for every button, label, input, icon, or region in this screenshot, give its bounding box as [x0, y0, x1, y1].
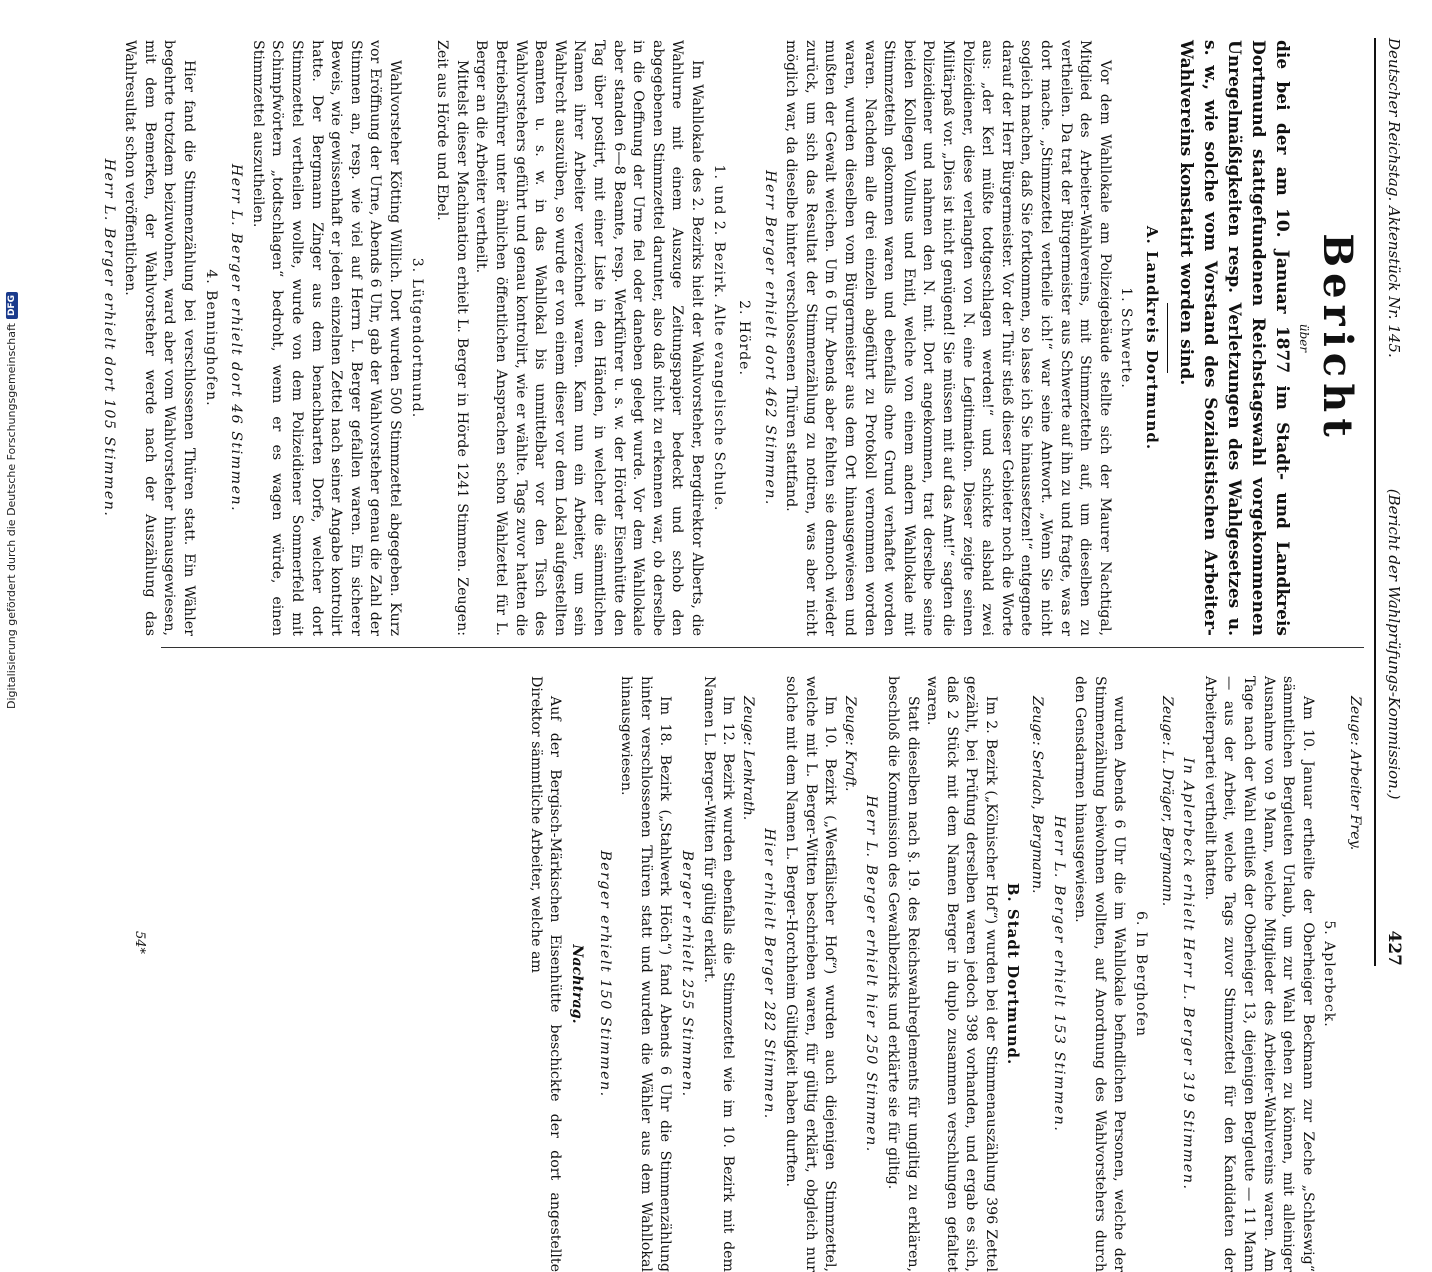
paragraph: Statt dieselben nach §. 19. des Reichswahlreglements für ungiltig zu erklären, beschloß die Kommission des Gewahlbezirks und erklärte sie für giltig.: [884, 676, 921, 1272]
document-page: [100, 22, 1416, 1272]
paragraph: wurden Abends 6 Uhr die im Wahllokale befindlichen Personen, welche der Stimmenzählung beiwohnen wollten, auf Anordnung des Wahlvorstehers durch den Gensdarmen hinausgewiesen.: [1072, 676, 1128, 1272]
witness-line: Zeuge: Kraft.: [841, 696, 858, 792]
vote-result: In Aplerbeck erhielt Herr L. Berger 319 Stimmen.: [1180, 757, 1197, 1191]
document-title: Bericht: [1314, 233, 1361, 443]
paragraph: Auf der Bergisch-Märkischen Eisenhütte beschickte der dort angestellte Direktor sämmtliche Arbeiter, welche am: [527, 676, 564, 1272]
subsection-heading: 2. Hörde.: [736, 300, 753, 376]
subsection-heading: 4. Benninghofen.: [202, 269, 219, 407]
subsection-heading: 6. In Berghofen: [1133, 911, 1150, 1037]
dfg-logo: DFG: [5, 292, 17, 319]
signature-mark: 54*: [131, 930, 147, 954]
column-divider: [161, 647, 1364, 648]
watermark-text: Digitalisierung gefördert durch die Deutsche Forschungsgemeinschaft: [4, 322, 18, 709]
section-heading: A. Landkreis Dortmund.: [1143, 225, 1161, 451]
paragraph: Im Wahllokale des 2. Bezirks hielt der Wahlvorsteher, Bergdirektor Alberts, die Wahlurne mit einem Auszuge Zeitungspapier bedeckt und schob den abgegebenen Stimmzettel darunter, also daß nicht zu erkennen war, ob derselbe in die Oeffnung der Urne fiel oder daneben gelegt wurde. Vor dem Wahllokale aber standen 6—8 Beamte, resp. Werkführer u. s. w. der Hörder Eisenhütte den Tag über postirt, mit einer Liste in den Händen, in welcher die sämmtlichen Namen ihrer Arbeiter verzeichnet waren. Kam nun ein Arbeiter, um sein Wahlrecht auszuüben, so wurde er von einem dieser vor dem Lokal aufgestellten Beamten u. s. w. in das Wahllokal bis unmittelbar vor den Tisch des Wahlvorstehers geführt und genau kontrolirt, wie er wählte. Tags zuvor hatten die Betriebsführer unter ähnlichen öffentlichen Ansprachen schon Wahlzettel für L. Berger an die Arbeiter vertheilt.: [473, 40, 705, 636]
header-rule: [1374, 38, 1376, 966]
page-number: 427: [1383, 930, 1404, 966]
subsection-heading: 3. Lütgendortmund.: [408, 257, 425, 419]
vote-result: Herr L. Berger erhielt 153 Stimmen.: [1050, 815, 1067, 1133]
text-column-left: [100, 40, 1364, 636]
subsection-heading: 5. Aplerbeck.: [1321, 920, 1338, 1028]
paragraph: Im 18. Bezirk („Stahlwerk Höch“) fand Abends 6 Uhr die Stimmenzählung hinter verschlossenen Thüren statt und wurden die Wähler aus dem Wahllokal hinausgewiesen.: [618, 676, 674, 1272]
paragraph: Hier fand die Stimmenzählung bei verschlossenen Thüren statt. Ein Wähler begehrte trotzdem beizuwohnen, ward aber vom Wahlvorsteher hinausgewiesen, mit dem Bemerken, der Wahlvorsteher werde nach der Auszählung das Wahlresultat schon veröffentlichen.: [122, 40, 198, 636]
paragraph: Im 10. Bezirk („Westfälischer Hof“) wurden auch diejenigen Stimmzettel, welche mit L. Berger-Witten beschrieben waren, für gültig erklärt, obgleich nur solche mit dem Namen L. Berger-Horchheim Gültigkeit haben durften.: [782, 676, 839, 1272]
paragraph: Im 2. Bezirk („Kölnischer Hof“) wurden bei der Stimmenauszählung 396 Zettel gezählt, bei Prüfung derselben waren jedoch 398 vorhanden, und ergab es sich, daß 2 Stück mit dem Namen Berger in duplo zusammen verschlungen gefaltet waren.: [924, 676, 999, 1272]
witness-line: Zeuge: L. Dräger, Bergmann.: [1158, 696, 1175, 907]
subsection-heading: 1. Schwerte.: [1118, 287, 1135, 389]
vote-result: Herr L. Berger erhielt dort 105 Stimmen.: [100, 158, 117, 518]
text-column-right: [149, 676, 1364, 1272]
paragraph: Mittelst dieser Machination erhielt L. Berger in Hörde 1241 Stimmen. Zeugen: Zeit aus Hörde und Ebel.: [434, 40, 470, 636]
witness-line: Zeuge: Lenkrath.: [739, 696, 756, 821]
vote-result: Berger erhielt 255 Stimmen.: [679, 850, 695, 1098]
subsection-heading: 1. und 2. Bezirk. Alte evangelische Schule.: [710, 164, 727, 512]
paragraph: Am 10. Januar ertheilte der Oberheiger Beckmann zur Zeche „Schleswig“ sämmtlichen Bergleuten Urlaub, um zur Wahl gehen zu können, mit alleiniger Ausnahme von 9 Mann, welche Mitglieder des Arbeiter-Wahlvereins waren. Am Tage nach der Wahl entließ der Oberheiger 13, diejenigen Bergleute — 11 Mann — aus der Arbeit, welche Tags zuvor Stimmzettel für den Kandidaten der Arbeiterpartei vertheilt hatten.: [1201, 676, 1316, 1272]
vote-result: Herr L. Berger erhielt dort 46 Stimmen.: [228, 163, 245, 513]
witness-line: Zeuge: Arbeiter Frey.: [1347, 696, 1363, 851]
vote-result: Herr Berger erhielt dort 462 Stimmen.: [761, 170, 778, 506]
vote-result: Herr L. Berger erhielt hier 250 Stimmen.: [863, 795, 880, 1153]
witness-line: Zeuge: Serlach, Bergmann.: [1029, 696, 1046, 894]
title-rule: [1167, 303, 1168, 373]
running-head-center: (Bericht der Wahlprüfungs-Kommission.): [1384, 488, 1403, 800]
paragraph: Vor dem Wahllokale am Polizeigebäude stellte sich der Maurer Nachtigal, Mitglied des Arbeiter-Wahlvereins, mit Stimmzetteln auf, um dieselben zu vertheilen. Da trat der Bürgermeister aus Schwerte auf ihn zu und fragte, was er dort mache. „Stimmzettel vertheile ich!“ war seine Antwort. „Wenn Sie nicht sogleich machen, daß Sie fortkommen, so lasse ich Sie hinaussetzen!“ entgegnete darauf der Herr Bürgermeister. Vor der Thür stieß dieser Gebieter noch die Worte aus: „der Kerl müßte todtgeschlagen werden!“ und schickte alsbald zwei Polizeidiener, diese verlangten von N. eine Legitimation. Dieser zeigte seinen Militärpaß vor. „Dies ist nicht genügend! Sie müssen mit auf das Amt!“ sagten die Polizeidiener und nahmen den N. mit. Dort angekommen, trat derselbe seine beiden Kollegen Vollnus und Enitl, welche von einem andern Wahllokale mit Stimmzetteln gekommen waren und ebenfalls ohne Grund verhaftet worden waren. Nachdem alle drei einzeln abgeführt zu Protokoll vernommen worden waren, wurden dieselben vom Bürgermeister aus dem Ort hinausgewiesen und mußten der Gewalt weichen. Um 6 Uhr Abends aber fehlten sie dennoch wieder zurück, um sich das Resultat der Stimmenzählung zu notiren, was aber nicht möglich war, da dieselbe hinter verschlossenen Thüren stattfand.: [783, 40, 1113, 636]
nachtrag-heading: Nachtrag.: [569, 944, 586, 1024]
paragraph: Im 12. Bezirk wurden ebenfalls die Stimmzettel wie im 10. Bezirk mit dem Namen L. Berger-Witten für gültig erklärt.: [700, 676, 737, 1272]
dfg-watermark: [0, 0, 22, 1000]
section-heading: B. Stadt Dortmund.: [1004, 882, 1023, 1066]
running-head: [1380, 38, 1406, 966]
vote-result: Hier erhielt Berger 282 Stimmen.: [761, 828, 778, 1120]
running-head-left: Deutscher Reichstag. Aktenstück Nr. 145.: [1384, 38, 1403, 358]
title-intro: die bei der am 10. Januar 1877 im Stadt- und Landkreis Dortmund stattgefundenen Reichstagswahl vorgekommenen Unregelmäßigkeiten resp. Verletzungen des Wahlgesetzes u. s. w., wie solche vom Vorstand des Sozialistischen Arbeiter-Wahlvereins konstatirt worden sind.: [1176, 40, 1292, 636]
paragraph: Wahlvorsteher Kötting Willich. Dort wurden 500 Stimmzettel abgegeben. Kurz vor Eröffnung der Urne, Abends 6 Uhr, gab der Wahlvorsteher genau die Zahl der Stimmen an, resp. wie viel auf Herrn L. Berger gefallen waren. Ein sicherer Beweis, wie gewissenhaft er jeden einzelnen Zettel nach seiner Angabe kontrolirt hatte. Der Bergmann Zinger aus dem benachbarten Dorfe, welcher dort Stimmzettel vertheilen wollte, wurde von dem Polizeidiener Sommerfeld mit Schimpfwörtern „todtschlagen“ bedroht, wenn er es wagen würde, einen Stimmzettel auszutheilen.: [249, 40, 404, 636]
vote-result: Berger erhielt 150 Stimmen.: [596, 850, 613, 1098]
title-over: über: [1297, 323, 1311, 353]
